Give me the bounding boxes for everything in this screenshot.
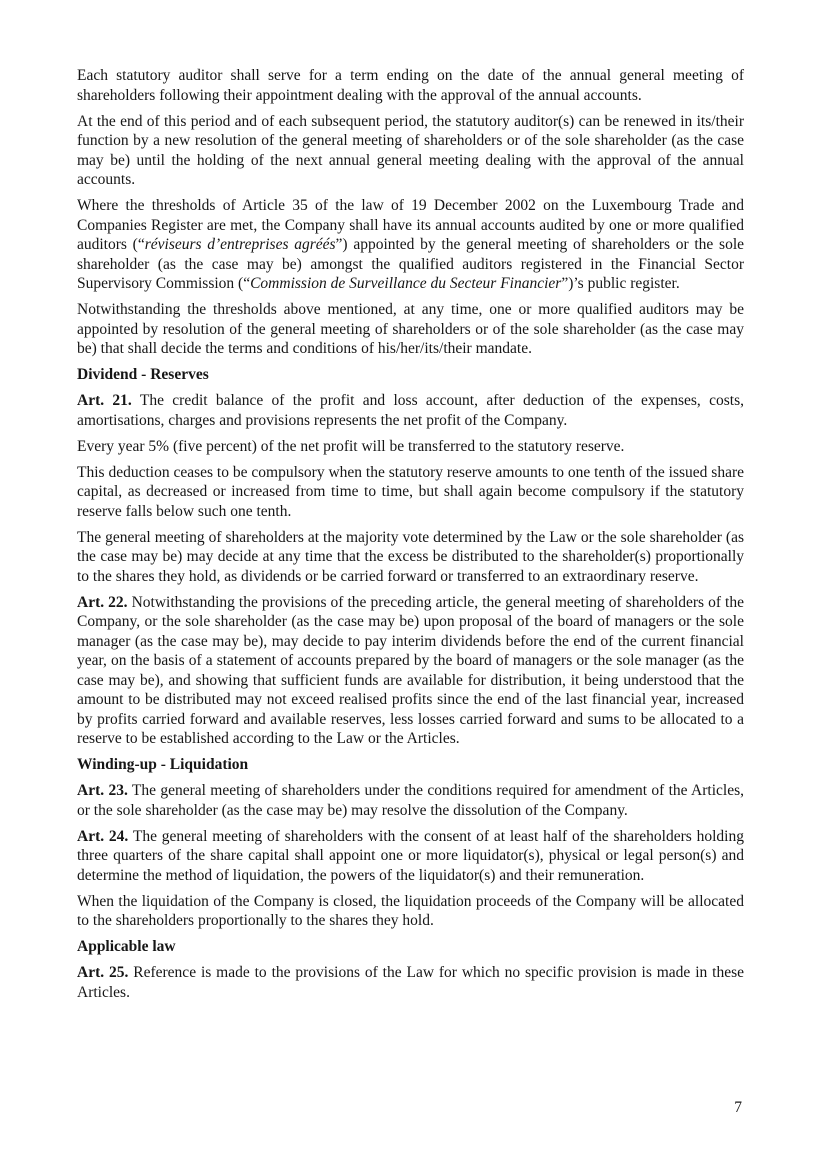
article-25-label: Art. 25. [77,964,129,981]
cssf-italic: Commission de Surveillance du Secteur Financier [250,275,562,292]
article-21 [77,391,744,430]
deduction-ceases-paragraph: This deduction ceases to be compulsory when the statutory reserve amounts to one tenth of the issued share capital, as decreased or increased from time to time, but shall again become compulsory if the statutory reserve falls below such one tenth. [77,463,744,520]
article-22-text: Notwithstanding the provisions of the preceding article, the general meeting of shareholders of the Company, or the sole shareholder (as the case may be) upon proposal of the board of managers or the sole manager (as the case may be), may decide to pay interim dividends before the end of the current financial year, on the basis of a statement of accounts prepared by the board of managers or the sole manager (as the case may be), and showing that sufficient funds are available for distribution, it being understood that the amount to be distributed may not exceed realised profits since the end of the last financial year, increased by profits carried forward and available reserves, less losses carried forward and sums to be allocated to a reserve to be established according to the Law or the Articles. [77,593,744,747]
auditor-term-paragraph: Each statutory auditor shall serve for a term ending on the date of the annual general meeting of shareholders following their appointment dealing with the approval of the annual accounts. [77,67,744,104]
page-number: 7 [734,1099,742,1116]
document-page [77,66,744,1009]
auditor-renewal-paragraph: At the end of this period and of each subsequent period, the statutory auditor(s) can be renewed in its/their function by a new resolution of the general meeting of shareholders or of the sole shareholder (as the case may be) until the holding of the next annual general meeting dealing with the approval of the annual accounts. [77,112,744,188]
statutory-reserve-paragraph: Every year 5% (five percent) of the net profit will be transferred to the statutory reserve. [77,437,625,455]
article-22-label: Art. 22. [77,593,128,611]
applicable-law-heading: Applicable law [77,938,176,955]
auditors-appointment-paragraph: Notwithstanding the thresholds above mentioned, at any time, one or more qualified auditors may be appointed by resolution of the general meeting of shareholders or of the sole shareholder (as the case may be) that shall decide the terms and conditions of his/her/its/their mandate. [77,301,744,357]
article-23 [77,781,744,820]
article-24-label: Art. 24. [77,827,129,845]
article-22 [77,593,744,749]
article-25 [77,963,744,1002]
article-24-text: The general meeting of shareholders with the consent of at least half of the shareholders holding three quarters of the share capital shall appoint one or more liquidator(s), physical or legal person(s) and determine the method of liquidation, the powers of the liquidator(s) and their remuneration. [77,827,744,884]
article-23-text: The general meeting of shareholders under the conditions required for amendment of the Articles, or the sole shareholder (as the case may be) may resolve the dissolution of the Company. [77,782,744,819]
excess-distribution-paragraph: The general meeting of shareholders at the majority vote determined by the Law or the sole shareholder (as the case may be) may decide at any time that the excess be distributed to the shareholder(s) proportionally to the shares they hold, as dividends or be carried forward or transferred to an extraordinary reserve. [77,528,744,585]
article-24 [77,827,744,886]
article-25-text: Reference is made to the provisions of the Law for which no specific provision is made in these Articles. [77,964,744,1001]
dividend-reserves-heading: Dividend - Reserves [77,366,209,383]
liquidation-proceeds-paragraph: When the liquidation of the Company is closed, the liquidation proceeds of the Company will be allocated to the shareholders proportionally to the shares they hold. [77,892,744,929]
qualified-auditors-text-1: Where the thresholds of Article 35 of the law of 19 December 2002 on the Luxembourg Trade and Companies Register are met, the Company shall have its annual accounts audited by one or more qualified auditors (“ [77,197,744,253]
winding-up-heading: Winding-up - Liquidation [77,756,249,773]
qualified-auditors-paragraph [77,196,744,294]
article-21-text: The credit balance of the profit and loss account, after deduction of the expenses, costs, amortisations, charges and provisions represents the net profit of the Company. [77,392,744,429]
reviseurs-italic: réviseurs d’entreprises agréés [144,236,336,253]
article-21-label: Art. 21. [77,392,132,409]
article-23-label: Art. 23. [77,782,128,799]
qualified-auditors-text-2: ”) appointed by the general meeting of shareholders or the sole shareholder (as the case may be) amongst the qualified auditors registered in the Financial Sector Supervisory Commission (“ [77,236,745,292]
qualified-auditors-text-3: ”)’s public register. [561,275,680,292]
